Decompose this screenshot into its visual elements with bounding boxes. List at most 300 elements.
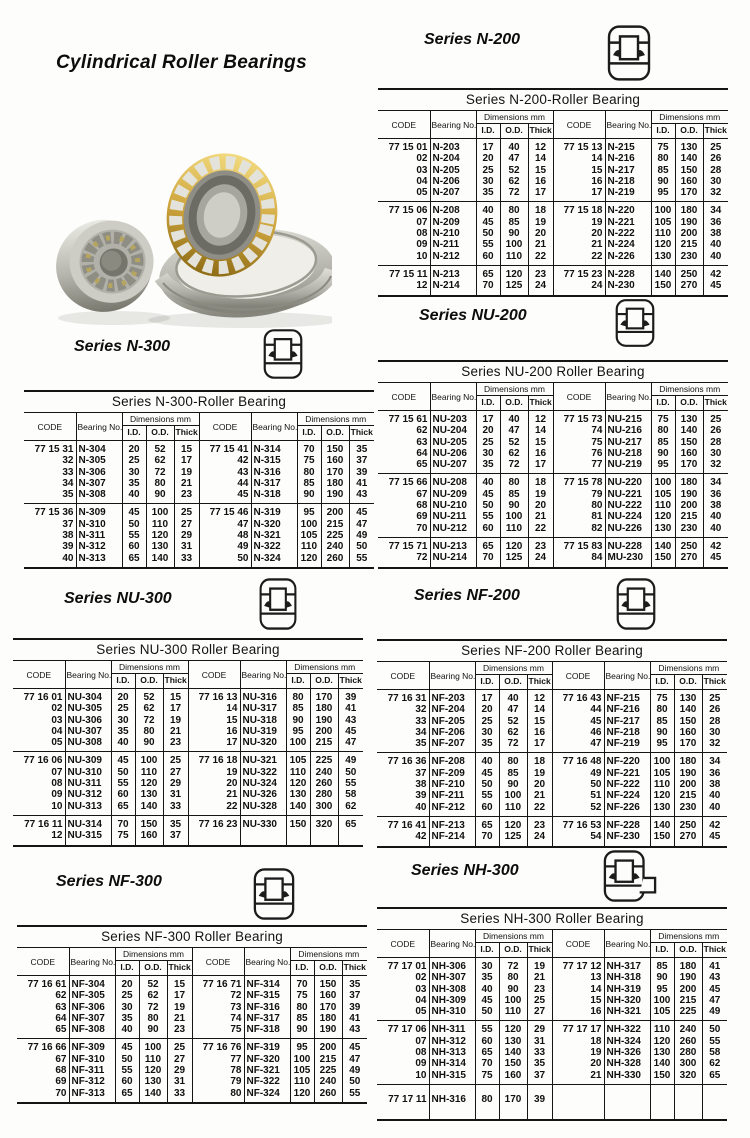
code-cell: 77 16 01 <box>23 692 63 703</box>
row-group <box>24 441 374 504</box>
code-cell: 45 <box>552 716 604 727</box>
od-header: O.D. <box>321 426 349 441</box>
thick-cell: 26 <box>703 153 728 164</box>
id-cell: 90 <box>650 727 674 738</box>
thick-cell: 43 <box>349 489 374 504</box>
id-cell: 70 <box>111 815 135 830</box>
id-cell: 120 <box>650 790 674 801</box>
bearing-no-cell: NF-319 <box>244 1039 290 1054</box>
od-cell: 190 <box>314 1024 342 1039</box>
code-cell: 17 <box>188 737 240 752</box>
code-cell: 72 <box>416 552 428 564</box>
code-cell: 37 <box>62 518 74 530</box>
code-header: CODE <box>390 670 416 681</box>
thick-cell: 30 <box>703 448 728 459</box>
od-cell: 200 <box>674 779 702 790</box>
id-cell: 20 <box>115 976 139 991</box>
code-cell: 03 <box>415 983 427 995</box>
code-cell: 21 <box>188 789 240 800</box>
bearing-no-cell: NF-213 <box>429 816 475 831</box>
id-cell: 40 <box>476 202 500 217</box>
od-cell: 200 <box>675 228 703 239</box>
bearing-no-cell: N-224 <box>605 239 651 250</box>
id-cell: 45 <box>475 995 499 1006</box>
id-cell: 140 <box>651 537 675 552</box>
bearing-no-cell: NF-217 <box>604 716 650 727</box>
bearing-no-cell: NU-305 <box>65 703 111 714</box>
code-cell: 02 <box>416 153 428 165</box>
od-cell: 270 <box>675 552 703 567</box>
series-n200-heading: Series N-200 <box>424 31 521 48</box>
thick-cell: 41 <box>349 478 374 489</box>
id-cell <box>286 830 310 845</box>
id-cell: 70 <box>475 831 499 846</box>
code-cell: 20 <box>552 1058 604 1069</box>
thick-cell: 33 <box>167 1088 192 1103</box>
dimensions-header: Dimensions mm <box>475 930 552 943</box>
table-row <box>24 455 374 466</box>
table-row <box>378 202 728 217</box>
code-cell: 05 <box>415 1006 427 1018</box>
od-header: O.D. <box>499 675 527 690</box>
series-nf300-heading: Series NF-300 <box>56 873 162 890</box>
bearing-no-cell: NU-221 <box>605 489 651 500</box>
thick-cell: 38 <box>703 228 728 239</box>
thick-header: Thick <box>527 675 552 690</box>
code-cell: 04 <box>415 994 427 1006</box>
thick-cell: 45 <box>702 984 727 995</box>
id-cell: 25 <box>476 165 500 176</box>
table-row <box>378 523 728 538</box>
bearing-no-cell: N-317 <box>251 478 297 489</box>
od-cell: 160 <box>675 176 703 187</box>
table-title: Series N-200-Roller Bearing <box>378 89 728 111</box>
thick-cell: 18 <box>527 753 552 768</box>
thick-cell: 27 <box>527 1006 552 1021</box>
code-cell: 19 <box>553 217 605 228</box>
thick-cell: 39 <box>338 689 363 704</box>
code-cell: 75 <box>553 437 605 448</box>
code-header: CODE <box>188 661 240 689</box>
id-cell: 90 <box>297 489 321 504</box>
nu200-table <box>378 360 728 569</box>
code-cell: 14 <box>188 703 240 714</box>
thick-cell: 28 <box>702 716 727 727</box>
code-cell: 77 15 31 <box>34 444 74 455</box>
code-cell: 44 <box>199 478 251 489</box>
id-cell: 90 <box>286 715 310 726</box>
bearing-no-cell: NU-315 <box>65 830 111 845</box>
od-cell: 80 <box>499 972 527 983</box>
bearing-no-cell: NU-320 <box>240 737 286 752</box>
thick-cell: 43 <box>702 972 727 983</box>
od-cell: 190 <box>674 972 702 983</box>
od-cell: 280 <box>674 1047 702 1058</box>
od-cell: 100 <box>139 1039 167 1054</box>
bearing-no-cell: NF-212 <box>429 802 475 817</box>
row-group <box>377 690 727 753</box>
od-cell: 130 <box>675 411 703 426</box>
bearing-no-cell: N-210 <box>430 228 476 239</box>
code-cell: 77 16 23 <box>188 815 240 830</box>
bearing-no-cell: NH-311 <box>429 1021 475 1036</box>
code-cell: 12 <box>416 280 428 292</box>
thick-cell: 40 <box>703 523 728 538</box>
code-cell: 10 <box>416 250 428 262</box>
code-cell: 07 <box>51 766 63 778</box>
od-cell: 280 <box>310 789 338 800</box>
table-row <box>377 690 727 705</box>
code-cell: 13 <box>552 972 604 983</box>
id-cell: 80 <box>297 467 321 478</box>
od-cell: 90 <box>500 500 528 511</box>
bearing-no-header: Bearing No. <box>429 662 475 690</box>
table-row <box>378 489 728 500</box>
code-cell: 77 <box>192 1054 244 1065</box>
table-row <box>377 1058 727 1069</box>
od-cell: 160 <box>499 1070 527 1085</box>
id-cell: 85 <box>651 165 675 176</box>
table-row <box>378 448 728 459</box>
od-cell: 52 <box>500 437 528 448</box>
table-row <box>378 153 728 164</box>
code-cell: 32 <box>62 455 74 467</box>
od-cell: 240 <box>321 541 349 552</box>
id-header: I.D. <box>475 943 499 958</box>
thick-cell: 25 <box>163 752 188 767</box>
thick-cell: 50 <box>702 1021 727 1036</box>
bearing-no-cell: NU-312 <box>65 789 111 800</box>
table-row <box>377 704 727 715</box>
od-cell: 160 <box>314 990 342 1001</box>
code-cell: 42 <box>199 455 251 466</box>
n200-bearing-cross-section-icon <box>606 24 652 82</box>
code-cell: 38 <box>415 779 427 791</box>
bearing-no-cell: NH-315 <box>429 1070 475 1085</box>
id-header: I.D. <box>297 426 321 441</box>
code-cell: 75 <box>192 1024 244 1039</box>
code-header: CODE <box>26 669 52 680</box>
od-cell: 170 <box>675 187 703 202</box>
od-cell: 100 <box>500 239 528 250</box>
bearing-no-cell: NF-207 <box>429 738 475 753</box>
row-group <box>378 265 728 295</box>
id-cell: 95 <box>297 504 321 519</box>
od-cell: 150 <box>321 441 349 456</box>
thick-cell: 25 <box>527 995 552 1006</box>
od-cell: 150 <box>499 1058 527 1069</box>
row-group <box>378 411 728 474</box>
id-cell: 65 <box>111 801 135 816</box>
bearing-no-cell: NU-206 <box>430 448 476 459</box>
thick-cell: 18 <box>528 474 553 489</box>
id-cell: 80 <box>286 689 310 704</box>
code-cell: 38 <box>62 530 74 542</box>
id-cell: 90 <box>651 448 675 459</box>
id-cell: 30 <box>475 727 499 738</box>
dimensions-header: Dimensions mm <box>111 661 188 674</box>
thick-cell: 34 <box>702 753 727 768</box>
od-cell: 200 <box>675 500 703 511</box>
code-cell: 14 <box>552 984 604 995</box>
thick-header: Thick <box>528 396 553 411</box>
thick-cell: 23 <box>527 816 552 831</box>
code-cell: 04 <box>416 175 428 187</box>
bearing-no-cell: N-320 <box>251 519 297 530</box>
od-cell: 80 <box>499 753 527 768</box>
bearing-no-cell: NU-317 <box>240 703 286 714</box>
id-cell: 120 <box>290 1088 314 1103</box>
id-cell: 35 <box>475 972 499 983</box>
code-cell: 77 15 61 <box>388 414 428 425</box>
series-nu200-heading: Series NU-200 <box>419 307 527 324</box>
bearing-no-cell: NF-208 <box>429 753 475 768</box>
table-row <box>13 703 363 714</box>
bearing-no-cell: NH-306 <box>429 958 475 973</box>
bearing-no-cell: NF-216 <box>604 704 650 715</box>
bearing-no-cell: N-324 <box>251 553 297 568</box>
bearing-no-cell: N-226 <box>605 251 651 266</box>
code-cell: 77 15 83 <box>553 537 605 552</box>
id-cell: 50 <box>475 779 499 790</box>
od-header: O.D. <box>314 961 342 976</box>
thick-cell: 23 <box>167 1024 192 1039</box>
thick-cell: 21 <box>528 239 553 250</box>
od-header: O.D. <box>146 426 174 441</box>
bearing-no-cell: N-208 <box>430 202 476 217</box>
bearing-no-cell: NH-317 <box>604 958 650 973</box>
id-header: I.D. <box>122 426 146 441</box>
bearing-no-cell: NH-322 <box>604 1021 650 1036</box>
bearing-no-cell: N-218 <box>605 176 651 187</box>
id-cell: 35 <box>476 459 500 474</box>
thick-cell: 49 <box>702 1006 727 1021</box>
thick-cell: 50 <box>349 541 374 552</box>
bearing-no-cell: NU-313 <box>65 801 111 816</box>
thick-cell: 31 <box>527 1036 552 1047</box>
thick-cell: 23 <box>527 984 552 995</box>
code-cell: 65 <box>416 459 428 471</box>
id-header: I.D. <box>650 675 674 690</box>
od-cell: 47 <box>500 153 528 164</box>
bearing-no-cell: NH-313 <box>429 1047 475 1058</box>
bearing-no-cell: NU-319 <box>240 726 286 737</box>
bearing-no-header: Bearing No. <box>429 930 475 958</box>
bearing-no-cell: NU-218 <box>605 448 651 459</box>
code-cell: 70 <box>416 522 428 534</box>
id-cell: 95 <box>650 984 674 995</box>
code-cell: 74 <box>192 1013 244 1024</box>
table-row <box>377 1021 727 1036</box>
id-cell: 90 <box>651 176 675 187</box>
od-cell: 260 <box>310 778 338 789</box>
thick-cell: 15 <box>174 441 199 456</box>
bearing-no-cell: N-310 <box>76 519 122 530</box>
table-row <box>377 1070 727 1085</box>
bearing-no-cell: N-322 <box>251 541 297 552</box>
thick-cell: 16 <box>528 448 553 459</box>
id-cell: 80 <box>650 704 674 715</box>
thick-cell: 17 <box>528 459 553 474</box>
bearing-no-cell: N-207 <box>430 187 476 202</box>
code-cell: 22 <box>553 251 605 266</box>
bearing-no-cell: N-314 <box>251 441 297 456</box>
od-header: O.D. <box>674 675 702 690</box>
bearing-no-cell: NF-204 <box>429 704 475 715</box>
id-cell: 110 <box>286 767 310 778</box>
id-header: I.D. <box>290 961 314 976</box>
thick-cell: 47 <box>349 519 374 530</box>
od-cell: 110 <box>146 519 174 530</box>
series-nu300-heading: Series NU-300 <box>64 590 172 607</box>
table-row <box>377 802 727 817</box>
code-cell: 77 16 41 <box>387 819 427 831</box>
table-row <box>377 738 727 753</box>
bearing-no-cell: NF-305 <box>69 990 115 1001</box>
od-cell: 120 <box>500 265 528 280</box>
row-group <box>13 752 363 815</box>
bearing-no-cell: N-213 <box>430 265 476 280</box>
code-cell: 19 <box>188 767 240 778</box>
id-header: I.D. <box>650 943 674 958</box>
bearing-no-cell: NF-221 <box>604 768 650 779</box>
code-cell: 77 15 41 <box>199 441 251 456</box>
code-cell: 81 <box>553 511 605 522</box>
thick-cell: 40 <box>702 790 727 801</box>
thick-cell <box>702 1084 727 1120</box>
table-row <box>17 1013 367 1024</box>
bearing-no-cell: NU-207 <box>430 459 476 474</box>
code-cell: 40 <box>415 801 427 813</box>
table-row <box>377 790 727 801</box>
thick-header: Thick <box>163 674 188 689</box>
thick-cell: 55 <box>349 553 374 568</box>
code-cell: 18 <box>552 1036 604 1047</box>
thick-cell: 37 <box>349 455 374 466</box>
code-cell: 84 <box>553 552 605 567</box>
code-header: CODE <box>199 413 251 441</box>
id-cell: 85 <box>650 958 674 973</box>
code-cell: 20 <box>188 778 240 789</box>
bearing-no-cell: NU-217 <box>605 437 651 448</box>
code-cell: 19 <box>552 1047 604 1058</box>
bearing-no-cell: NF-228 <box>604 816 650 831</box>
bearing-no-cell: N-209 <box>430 217 476 228</box>
thick-cell: 39 <box>342 1002 367 1013</box>
od-cell: 125 <box>499 831 527 846</box>
id-cell: 75 <box>111 830 135 845</box>
table-row <box>17 1065 367 1076</box>
code-cell <box>188 830 240 845</box>
bearing-no-cell: NF-206 <box>429 727 475 738</box>
thick-cell: 58 <box>702 1047 727 1058</box>
thick-cell: 15 <box>528 165 553 176</box>
bearing-no-cell: NU-328 <box>240 801 286 816</box>
od-cell: 170 <box>314 1002 342 1013</box>
od-cell: 120 <box>146 530 174 541</box>
thick-cell: 50 <box>342 1076 367 1087</box>
id-cell: 40 <box>475 984 499 995</box>
od-cell: 260 <box>674 1036 702 1047</box>
thick-cell: 33 <box>174 553 199 568</box>
code-cell: 49 <box>199 541 251 552</box>
table-row <box>378 228 728 239</box>
bearing-no-cell: NU-205 <box>430 437 476 448</box>
dimensions-header: Dimensions mm <box>651 383 728 396</box>
thick-cell: 40 <box>703 239 728 250</box>
bearing-no-cell: MU-230 <box>605 552 651 567</box>
id-cell: 75 <box>297 455 321 466</box>
table-row <box>17 1076 367 1087</box>
code-cell: 16 <box>552 1006 604 1021</box>
od-cell: 180 <box>675 202 703 217</box>
od-header: O.D. <box>500 396 528 411</box>
code-cell: 67 <box>55 1053 67 1065</box>
table-row <box>13 737 363 752</box>
table-row <box>377 831 727 846</box>
id-cell: 65 <box>475 816 499 831</box>
table-row <box>17 1024 367 1039</box>
id-cell: 55 <box>476 511 500 522</box>
thick-cell: 47 <box>702 995 727 1006</box>
table-row <box>24 489 374 504</box>
od-cell: 80 <box>139 1013 167 1024</box>
thick-cell: 31 <box>174 541 199 552</box>
bearing-no-cell: N-309 <box>76 504 122 519</box>
table-row <box>377 753 727 768</box>
thick-cell: 40 <box>703 251 728 266</box>
od-cell: 230 <box>675 523 703 538</box>
od-cell: 240 <box>310 767 338 778</box>
thick-header: Thick <box>703 396 728 411</box>
row-group <box>378 474 728 537</box>
id-cell: 105 <box>290 1065 314 1076</box>
bearing-no-cell: NU-210 <box>430 500 476 511</box>
dimensions-header: Dimensions mm <box>290 948 367 961</box>
bearing-no-cell: N-308 <box>76 489 122 504</box>
code-cell: 34 <box>415 726 427 738</box>
od-cell: 190 <box>675 489 703 500</box>
bearing-no-cell: NU-219 <box>605 459 651 474</box>
od-cell: 85 <box>499 768 527 779</box>
thick-cell: 31 <box>167 1076 192 1087</box>
id-cell: 17 <box>475 690 499 705</box>
od-cell: 160 <box>135 830 163 845</box>
thick-cell: 20 <box>528 500 553 511</box>
code-cell: 43 <box>199 467 251 478</box>
bearing-no-cell: N-230 <box>605 280 651 295</box>
od-header: O.D. <box>674 943 702 958</box>
thick-cell <box>338 830 363 845</box>
od-cell: 90 <box>500 228 528 239</box>
id-cell: 150 <box>286 815 310 830</box>
code-cell: 77 16 43 <box>552 690 604 705</box>
thick-cell: 32 <box>702 738 727 753</box>
thick-cell: 45 <box>703 552 728 567</box>
thick-cell: 42 <box>703 265 728 280</box>
id-cell: 65 <box>475 1047 499 1058</box>
bearing-no-cell: N-306 <box>76 467 122 478</box>
code-header: CODE <box>552 930 604 958</box>
row-group <box>17 976 367 1039</box>
bearing-no-cell: NU-321 <box>240 752 286 767</box>
code-cell: 77 17 17 <box>552 1021 604 1036</box>
bearing-no-cell: NU-203 <box>430 411 476 426</box>
od-cell: 72 <box>499 958 527 973</box>
table-row <box>378 217 728 228</box>
thick-header: Thick <box>527 943 552 958</box>
od-cell: 140 <box>499 1047 527 1058</box>
